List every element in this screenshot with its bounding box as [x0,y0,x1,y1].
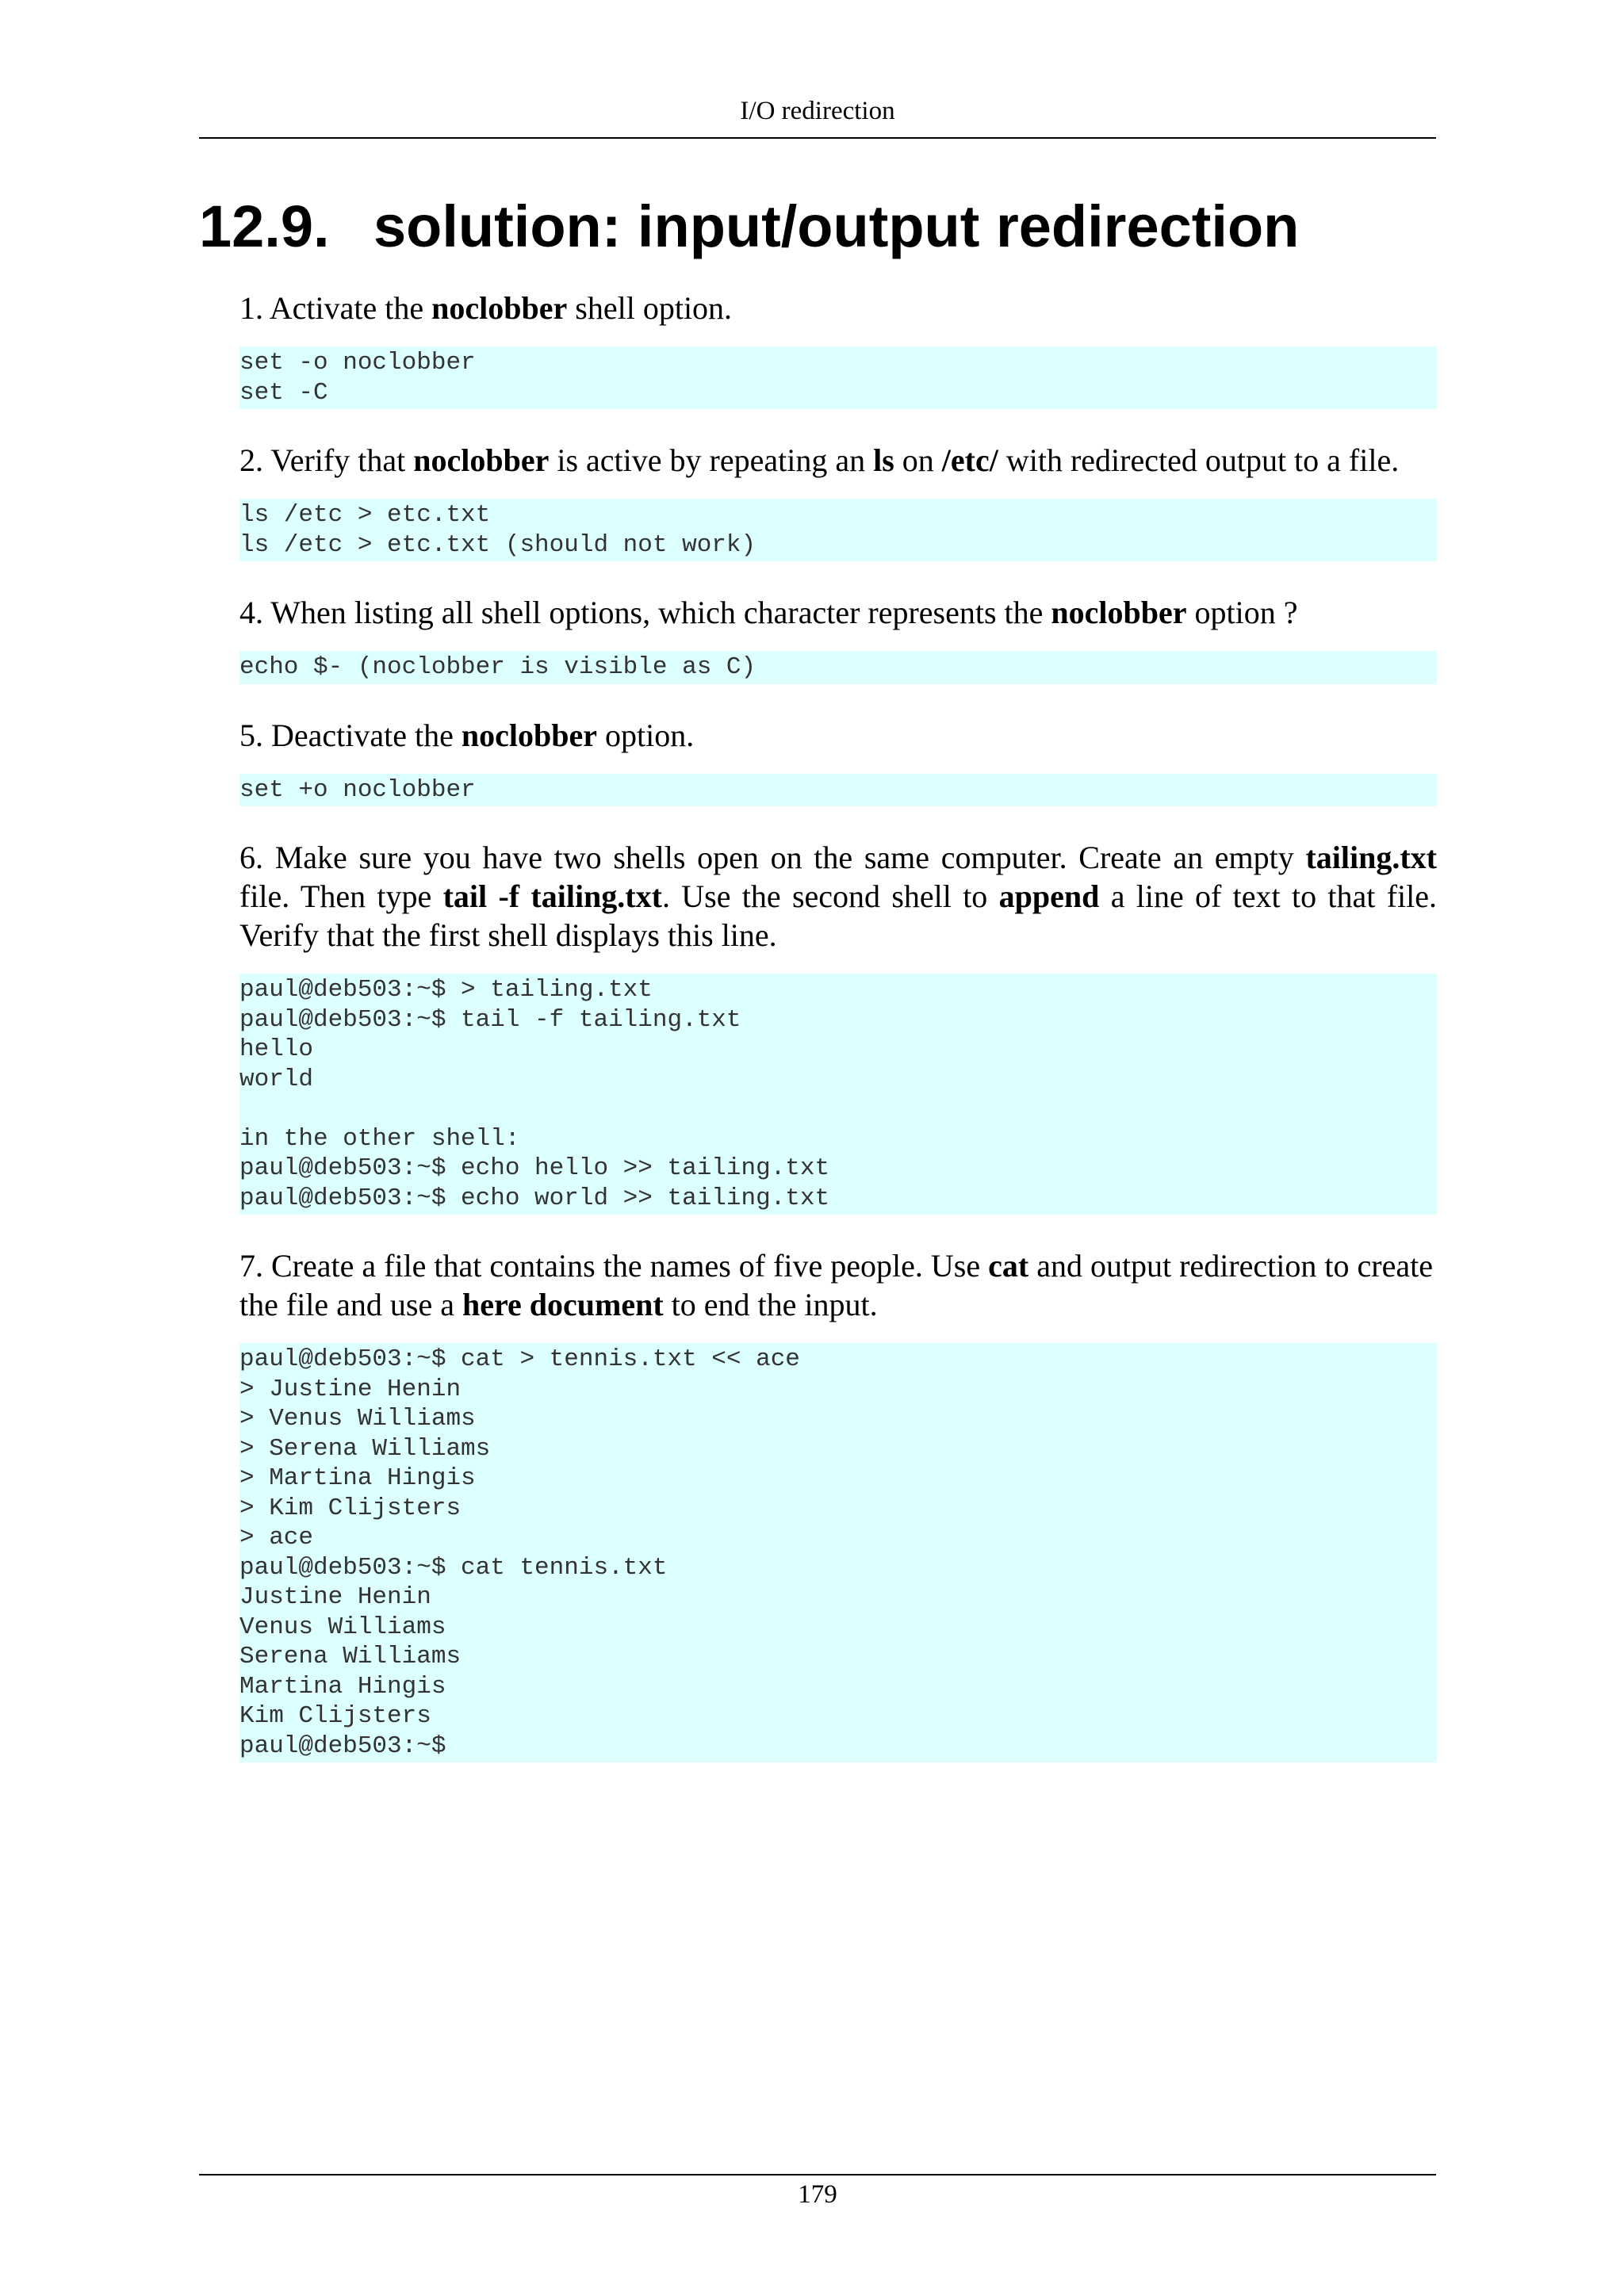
exercise-6-code: paul@deb503:~$ > tailing.txt paul@deb503:~$ tail -f tailing.txt hello world in the other shell: paul@deb503:~$ echo hello >> tailing.txt paul@deb503:~$ echo world >> tailing.txt [239,974,1437,1215]
text-run: 7. Create a file that contains the names of five people. Use [239,1248,989,1284]
text-run: 5. Deactivate the [239,717,462,753]
bold-term: noclobber [431,290,568,326]
exercise-list [239,289,1437,1794]
text-run: 2. Verify that [239,442,414,478]
exercise-6-text [239,838,1437,955]
text-run: 1. Activate the [239,290,432,326]
text-run: and output redirection to create the file and use a [239,1248,1433,1322]
exercise-2-code: ls /etc > etc.txt ls /etc > etc.txt (should not work) [239,499,1437,561]
exercise-7-text [239,1246,1437,1324]
text-run: with redirected output to a file. [998,442,1400,478]
section-title-text: solution: input/output redirection [373,193,1300,259]
text-run: option ? [1186,595,1298,630]
text-run: on [894,442,942,478]
text-run: to end the input. [663,1287,878,1322]
exercise-4-text [239,593,1437,632]
exercise-2-text [239,441,1437,480]
text-run: 6. Make sure you have two shells open on the same computer. Create an empty [239,840,1306,875]
section-number: 12.9. [199,193,330,259]
text-run: shell option. [567,290,733,326]
footer-rule [199,2174,1436,2175]
exercise-1-code: set -o noclobber set -C [239,346,1437,409]
exercise-7-code: paul@deb503:~$ cat > tennis.txt << ace > Justine Henin > Venus Williams > Serena Williams > Martina Hingis > Kim Clijsters > ace paul@deb503:~$ cat tennis.txt Justine Henin Venus Williams Serena Williams Martina Hingis Kim Clijsters paul@deb503:~$ [239,1343,1437,1762]
exercise-5-text [239,716,1437,755]
text-run: 4. When listing all shell options, which character represents the [239,595,1051,630]
bold-term: noclobber [413,442,550,478]
page-number: 179 [798,2180,837,2209]
header-rule [199,137,1436,139]
running-header: I/O redirection [740,97,895,125]
bold-term: tail -f tailing.txt [442,878,662,914]
bold-term: /etc/ [941,442,998,478]
bold-term: append [998,878,1100,914]
bold-term: ls [873,442,894,478]
bold-term: here document [462,1287,664,1322]
exercise-1-text [239,289,1437,327]
text-run: . Use the second shell to [661,878,999,914]
exercise-4-code: echo $- (noclobber is visible as C) [239,651,1437,684]
text-run: a line of text to that file. Verify that the first shell displays this line. [239,878,1437,953]
text-run: option. [597,717,695,753]
text-run: is active by repeating an [549,442,874,478]
bold-term: noclobber [461,717,597,753]
bold-term: cat [988,1248,1029,1284]
bold-term: noclobber [1051,595,1187,630]
bold-term: tailing.txt [1305,840,1437,875]
exercise-5-code: set +o noclobber [239,774,1437,807]
section-title [199,187,1299,266]
text-run: file. Then type [239,878,443,914]
